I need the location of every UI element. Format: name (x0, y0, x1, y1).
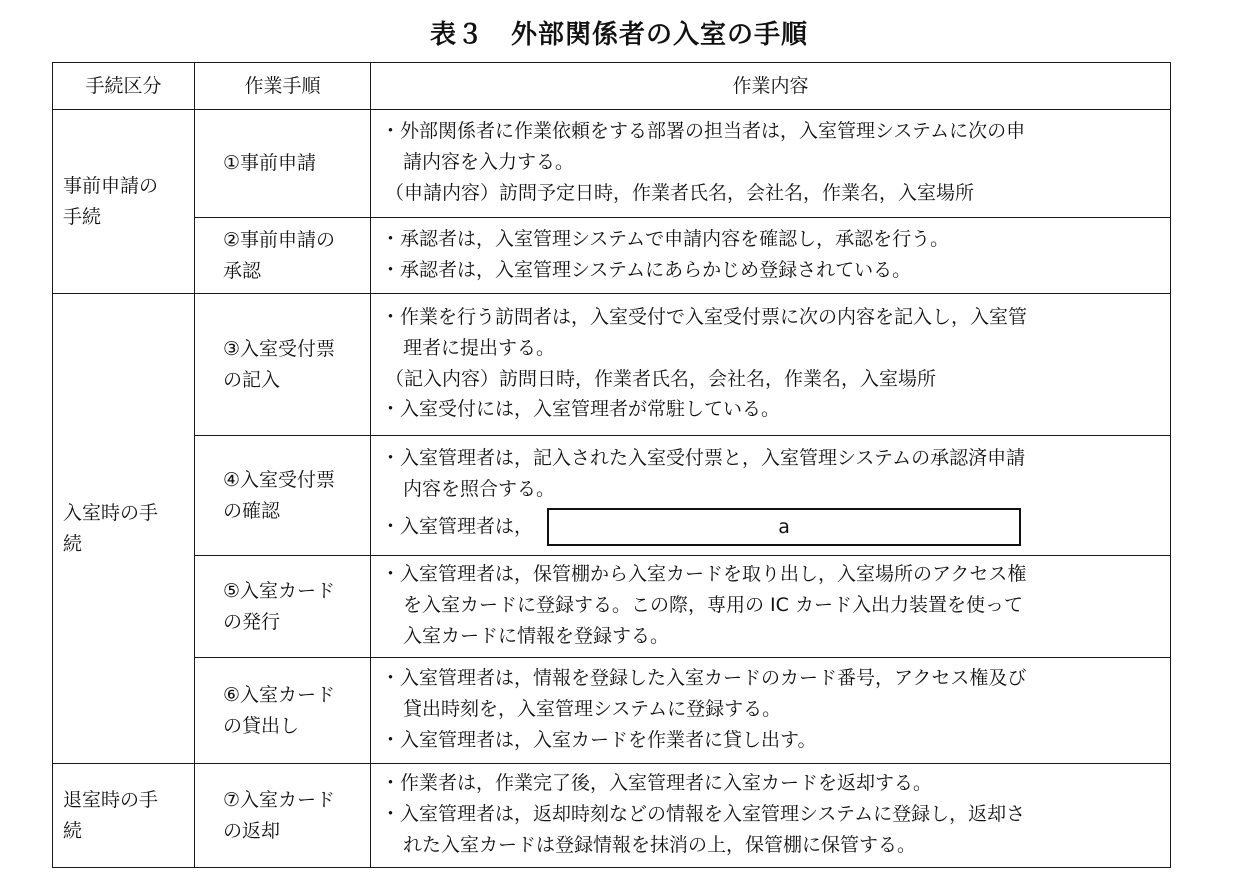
category-pre-application (53, 110, 195, 294)
step-label: ④入室受付票 (223, 468, 336, 491)
content-cell (371, 294, 1171, 436)
content-line: ・入室管理者は，返却時刻などの情報を入室管理システムに登録し，返却さ (381, 803, 1026, 826)
step-cell (195, 658, 371, 764)
content-line: ・作業者は，作業完了後，入室管理者に入室カードを返却する。 (381, 772, 933, 795)
content-line: ・入室管理者は，記入された入室受付票と，入室管理システムの承認済申請 (381, 446, 1026, 469)
table-title: 表３ 外部関係者の入室の手順 (429, 20, 808, 50)
step-label: ⑥入室カード (223, 683, 336, 706)
step-cell (195, 436, 371, 556)
content-line: ・入室受付には，入室管理者が常駐している。 (381, 398, 781, 421)
category-entry (53, 294, 195, 764)
step-label: の発行 (223, 610, 281, 633)
category-line: 続 (63, 532, 83, 555)
category-line: 入室時の手 (63, 501, 159, 524)
step-label: ⑦入室カード (223, 788, 336, 811)
content-cell (371, 764, 1171, 868)
table-row (53, 764, 1171, 868)
category-line: 手続 (63, 205, 102, 228)
category-line: 事前申請の (63, 174, 159, 197)
content-line: 内容を照合する。 (403, 477, 556, 500)
content-line: 請内容を入力する。 (403, 151, 575, 174)
step-label: の記入 (223, 368, 281, 391)
header-category: 手続区分 (53, 63, 195, 110)
category-line: 退室時の手 (63, 788, 159, 811)
header-content: 作業内容 (371, 63, 1171, 110)
step-label: の確認 (223, 499, 281, 522)
content-line: ・承認者は，入室管理システムにあらかじめ登録されている。 (381, 258, 912, 281)
content-line: ・入室管理者は，保管棚から入室カードを取り出し，入室場所のアクセス権 (381, 563, 1027, 586)
step-cell (195, 294, 371, 436)
step-label: ①事前申請 (223, 152, 317, 175)
table-row (53, 658, 1171, 764)
step-label: ②事前申請の (223, 228, 336, 251)
content-line: れた入室カードは登録情報を抹消の上，保管棚に保管する。 (403, 833, 917, 856)
step-cell (195, 556, 371, 658)
step-label: ③入室受付票 (223, 337, 336, 360)
step-label: の貸出し (223, 714, 300, 737)
step-label: の返却 (223, 819, 281, 842)
step-cell (195, 764, 371, 868)
content-line: ・入室管理者は，情報を登録した入室カードのカード番号，アクセス権及び (381, 667, 1027, 690)
content-line: （記入内容）訪問日時，作業者氏名，会社名，作業名，入室場所 (385, 367, 937, 390)
table-row (53, 218, 1171, 294)
content-cell (371, 436, 1171, 556)
content-line: ・外部関係者に作業依頼をする部署の担当者は，入室管理システムに次の申 (381, 120, 1026, 143)
content-cell (371, 218, 1171, 294)
content-line: を入室カードに登録する。この際，専用の IC カード入出力装置を使って (403, 594, 1023, 617)
table-row (53, 294, 1171, 436)
content-line: ・作業を行う訪問者は，入室受付で入室受付票に次の内容を記入し，入室管 (381, 305, 1028, 328)
table-row (53, 436, 1171, 556)
content-line-with-blank (381, 504, 1162, 546)
answer-blank-a: a (547, 508, 1021, 546)
header-row (53, 63, 1171, 110)
content-cell (371, 658, 1171, 764)
content-line: 貸出時刻を，入室管理システムに登録する。 (403, 698, 782, 721)
category-line: 続 (63, 819, 83, 842)
table-row (53, 556, 1171, 658)
content-cell (371, 110, 1171, 218)
step-label: ⑤入室カード (223, 579, 336, 602)
content-text: ・入室管理者は， (381, 515, 534, 538)
content-line: 入室カードに情報を登録する。 (403, 624, 670, 647)
content-line: ・入室管理者は，入室カードを作業者に貸し出す。 (381, 728, 817, 751)
content-cell (371, 556, 1171, 658)
step-label: 承認 (223, 259, 262, 282)
table-row (53, 110, 1171, 218)
category-exit (53, 764, 195, 868)
header-step: 作業手順 (195, 63, 371, 110)
procedure-table (52, 62, 1171, 868)
step-cell (195, 110, 371, 218)
content-line: ・承認者は，入室管理システムで申請内容を確認し，承認を行う。 (381, 227, 950, 250)
content-line: 理者に提出する。 (403, 336, 556, 359)
content-line: （申請内容）訪問予定日時，作業者氏名，会社名，作業名，入室場所 (385, 181, 975, 204)
step-cell (195, 218, 371, 294)
